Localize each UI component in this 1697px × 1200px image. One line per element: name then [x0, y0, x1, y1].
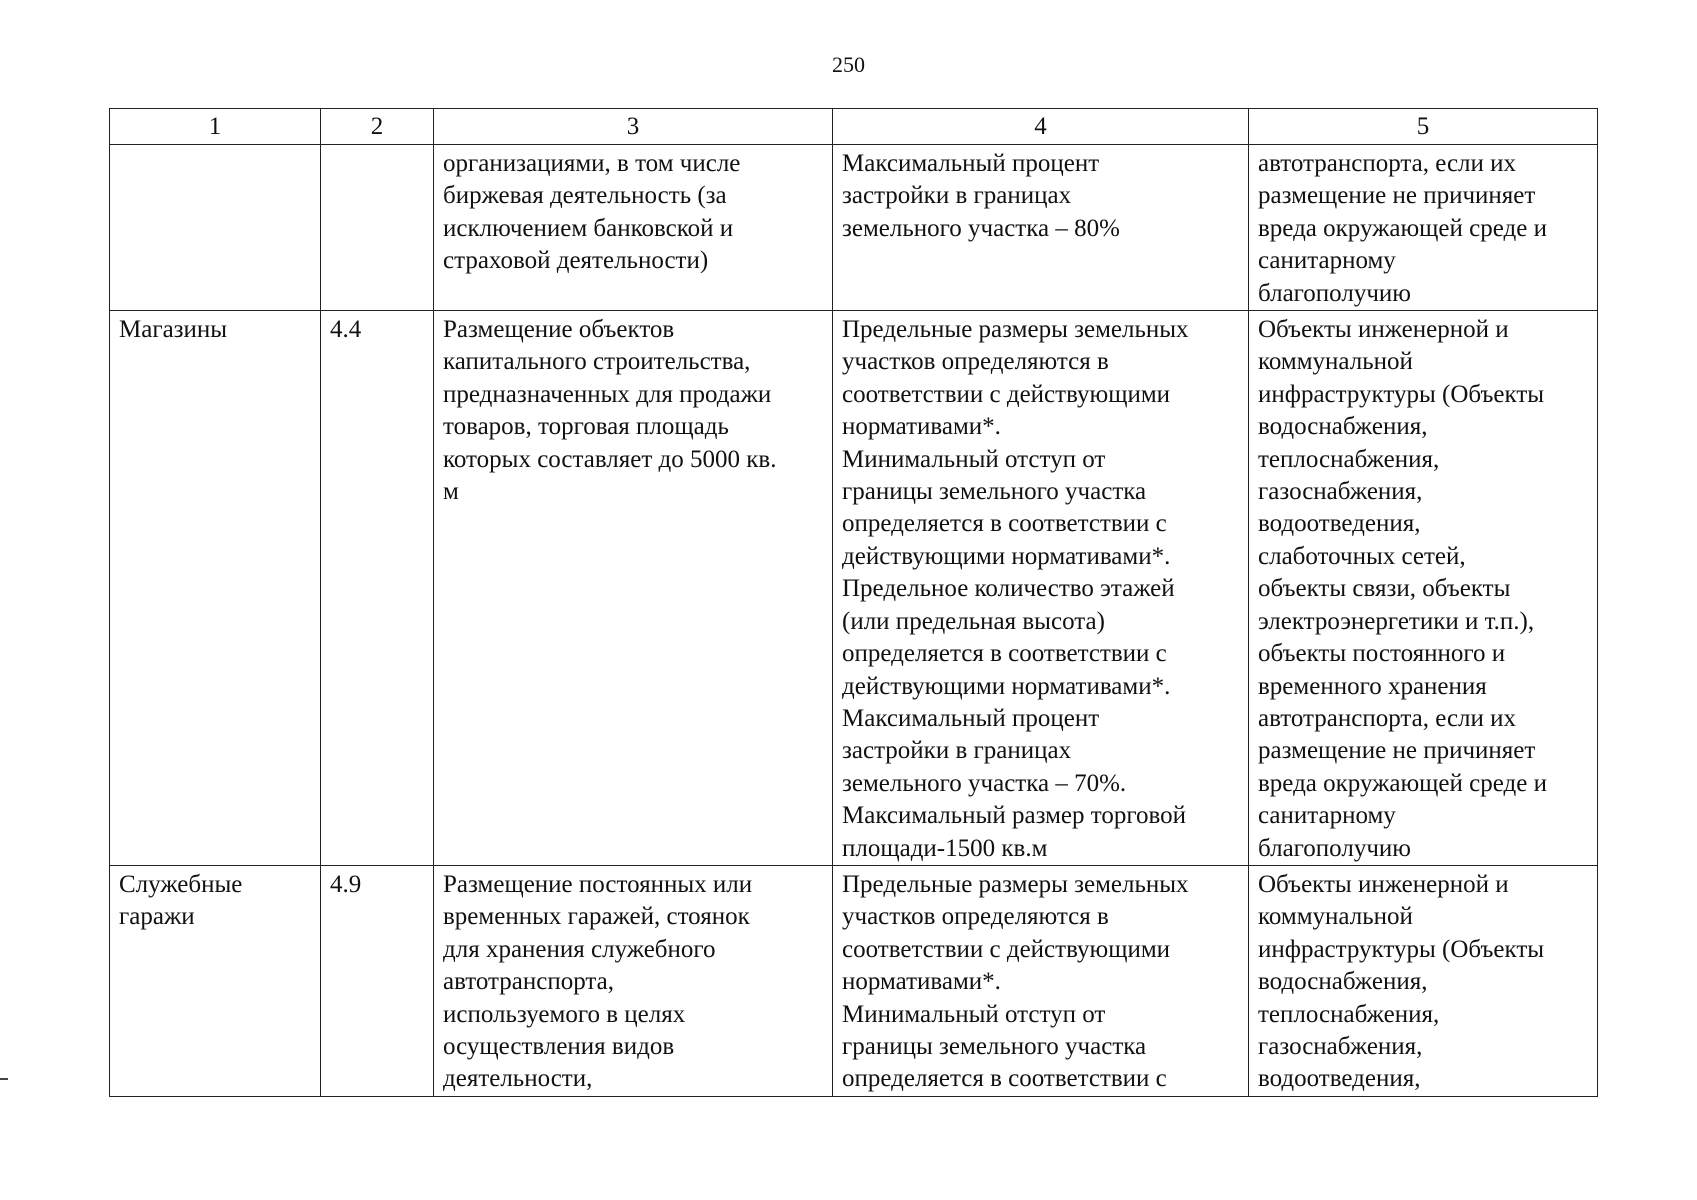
use-code: 4.9: [330, 870, 362, 898]
use-parameters: Предельные размеры земельных участков определяются в соответствии с действующими нормативами*. Минимальный отступ от границы земельного участка определяется в соответствии с действующими нормативами*. Предельное количество этажей (или предельная высота) определяется в соответствии с действующими нормативами*. Максимальный процент застройки в границах земельного участка – 70%. Максимальный размер торговой площади-1500 кв.м: [842, 316, 1189, 862]
use-description: Размещение постоянных или временных гаражей, стоянок для хранения служебного автотранспорта, используемого в целях осуществления видов деятельности,: [443, 870, 753, 1093]
cell-code: [321, 145, 434, 311]
cell-auxiliary: [1249, 865, 1598, 1096]
cell-auxiliary: [1249, 145, 1598, 311]
use-description: организациями, в том числе биржевая деятельность (за исключением банковской и страховой деятельности): [443, 150, 741, 275]
zoning-table: [109, 108, 1598, 1097]
use-parameters: Максимальный процент застройки в границах земельного участка – 80%: [842, 150, 1120, 242]
table-row: [110, 865, 1598, 1096]
auxiliary-uses: Объекты инженерной и коммунальной инфраструктуры (Объекты водоснабжения, теплоснабжения, газоснабжения, водоотведения,: [1258, 870, 1545, 1093]
scan-edge-mark: [0, 1078, 8, 1080]
table-header: [110, 109, 1598, 145]
header-row: [110, 109, 1598, 145]
table-row: [110, 311, 1598, 866]
cell-code: [321, 865, 434, 1096]
cell-name: [110, 865, 321, 1096]
cell-parameters: [833, 311, 1249, 866]
auxiliary-uses: Объекты инженерной и коммунальной инфраструктуры (Объекты водоснабжения, теплоснабжения, газоснабжения, водоотведения, слаботочных сетей, объекты связи, объекты электроэнергетики и т.п.), объекты постоянного и временного хранения автотранспорта, если их размещение не причиняет вреда окружающей среде и санитарному благополучию: [1258, 316, 1547, 862]
column-header-3: 3: [434, 109, 833, 145]
column-header-1: 1: [110, 109, 321, 145]
column-header-4: 4: [833, 109, 1249, 145]
column-header-5: 5: [1249, 109, 1598, 145]
auxiliary-uses: автотранспорта, если их размещение не причиняет вреда окружающей среде и санитарному благополучию: [1258, 150, 1547, 307]
table-row: [110, 145, 1598, 311]
column-header-2: 2: [321, 109, 434, 145]
use-code: 4.4: [330, 316, 362, 344]
table-body: [110, 145, 1598, 1097]
cell-code: [321, 311, 434, 866]
cell-parameters: [833, 865, 1249, 1096]
use-parameters: Предельные размеры земельных участков определяются в соответствии с действующими нормативами*. Минимальный отступ от границы земельного участка определяется в соответствии с: [842, 870, 1189, 1093]
use-description: Размещение объектов капитального строительства, предназначенных для продажи товаров, торговая площадь которых составляет до 5000 кв. м: [443, 316, 777, 506]
use-name: Служебные гаражи: [119, 870, 243, 931]
cell-auxiliary: [1249, 311, 1598, 866]
cell-parameters: [833, 145, 1249, 311]
page-number: 250: [832, 52, 865, 77]
use-name: Магазины: [119, 316, 228, 344]
cell-description: [434, 311, 833, 866]
cell-description: [434, 865, 833, 1096]
cell-description: [434, 145, 833, 311]
cell-name: [110, 311, 321, 866]
cell-name: [110, 145, 321, 311]
